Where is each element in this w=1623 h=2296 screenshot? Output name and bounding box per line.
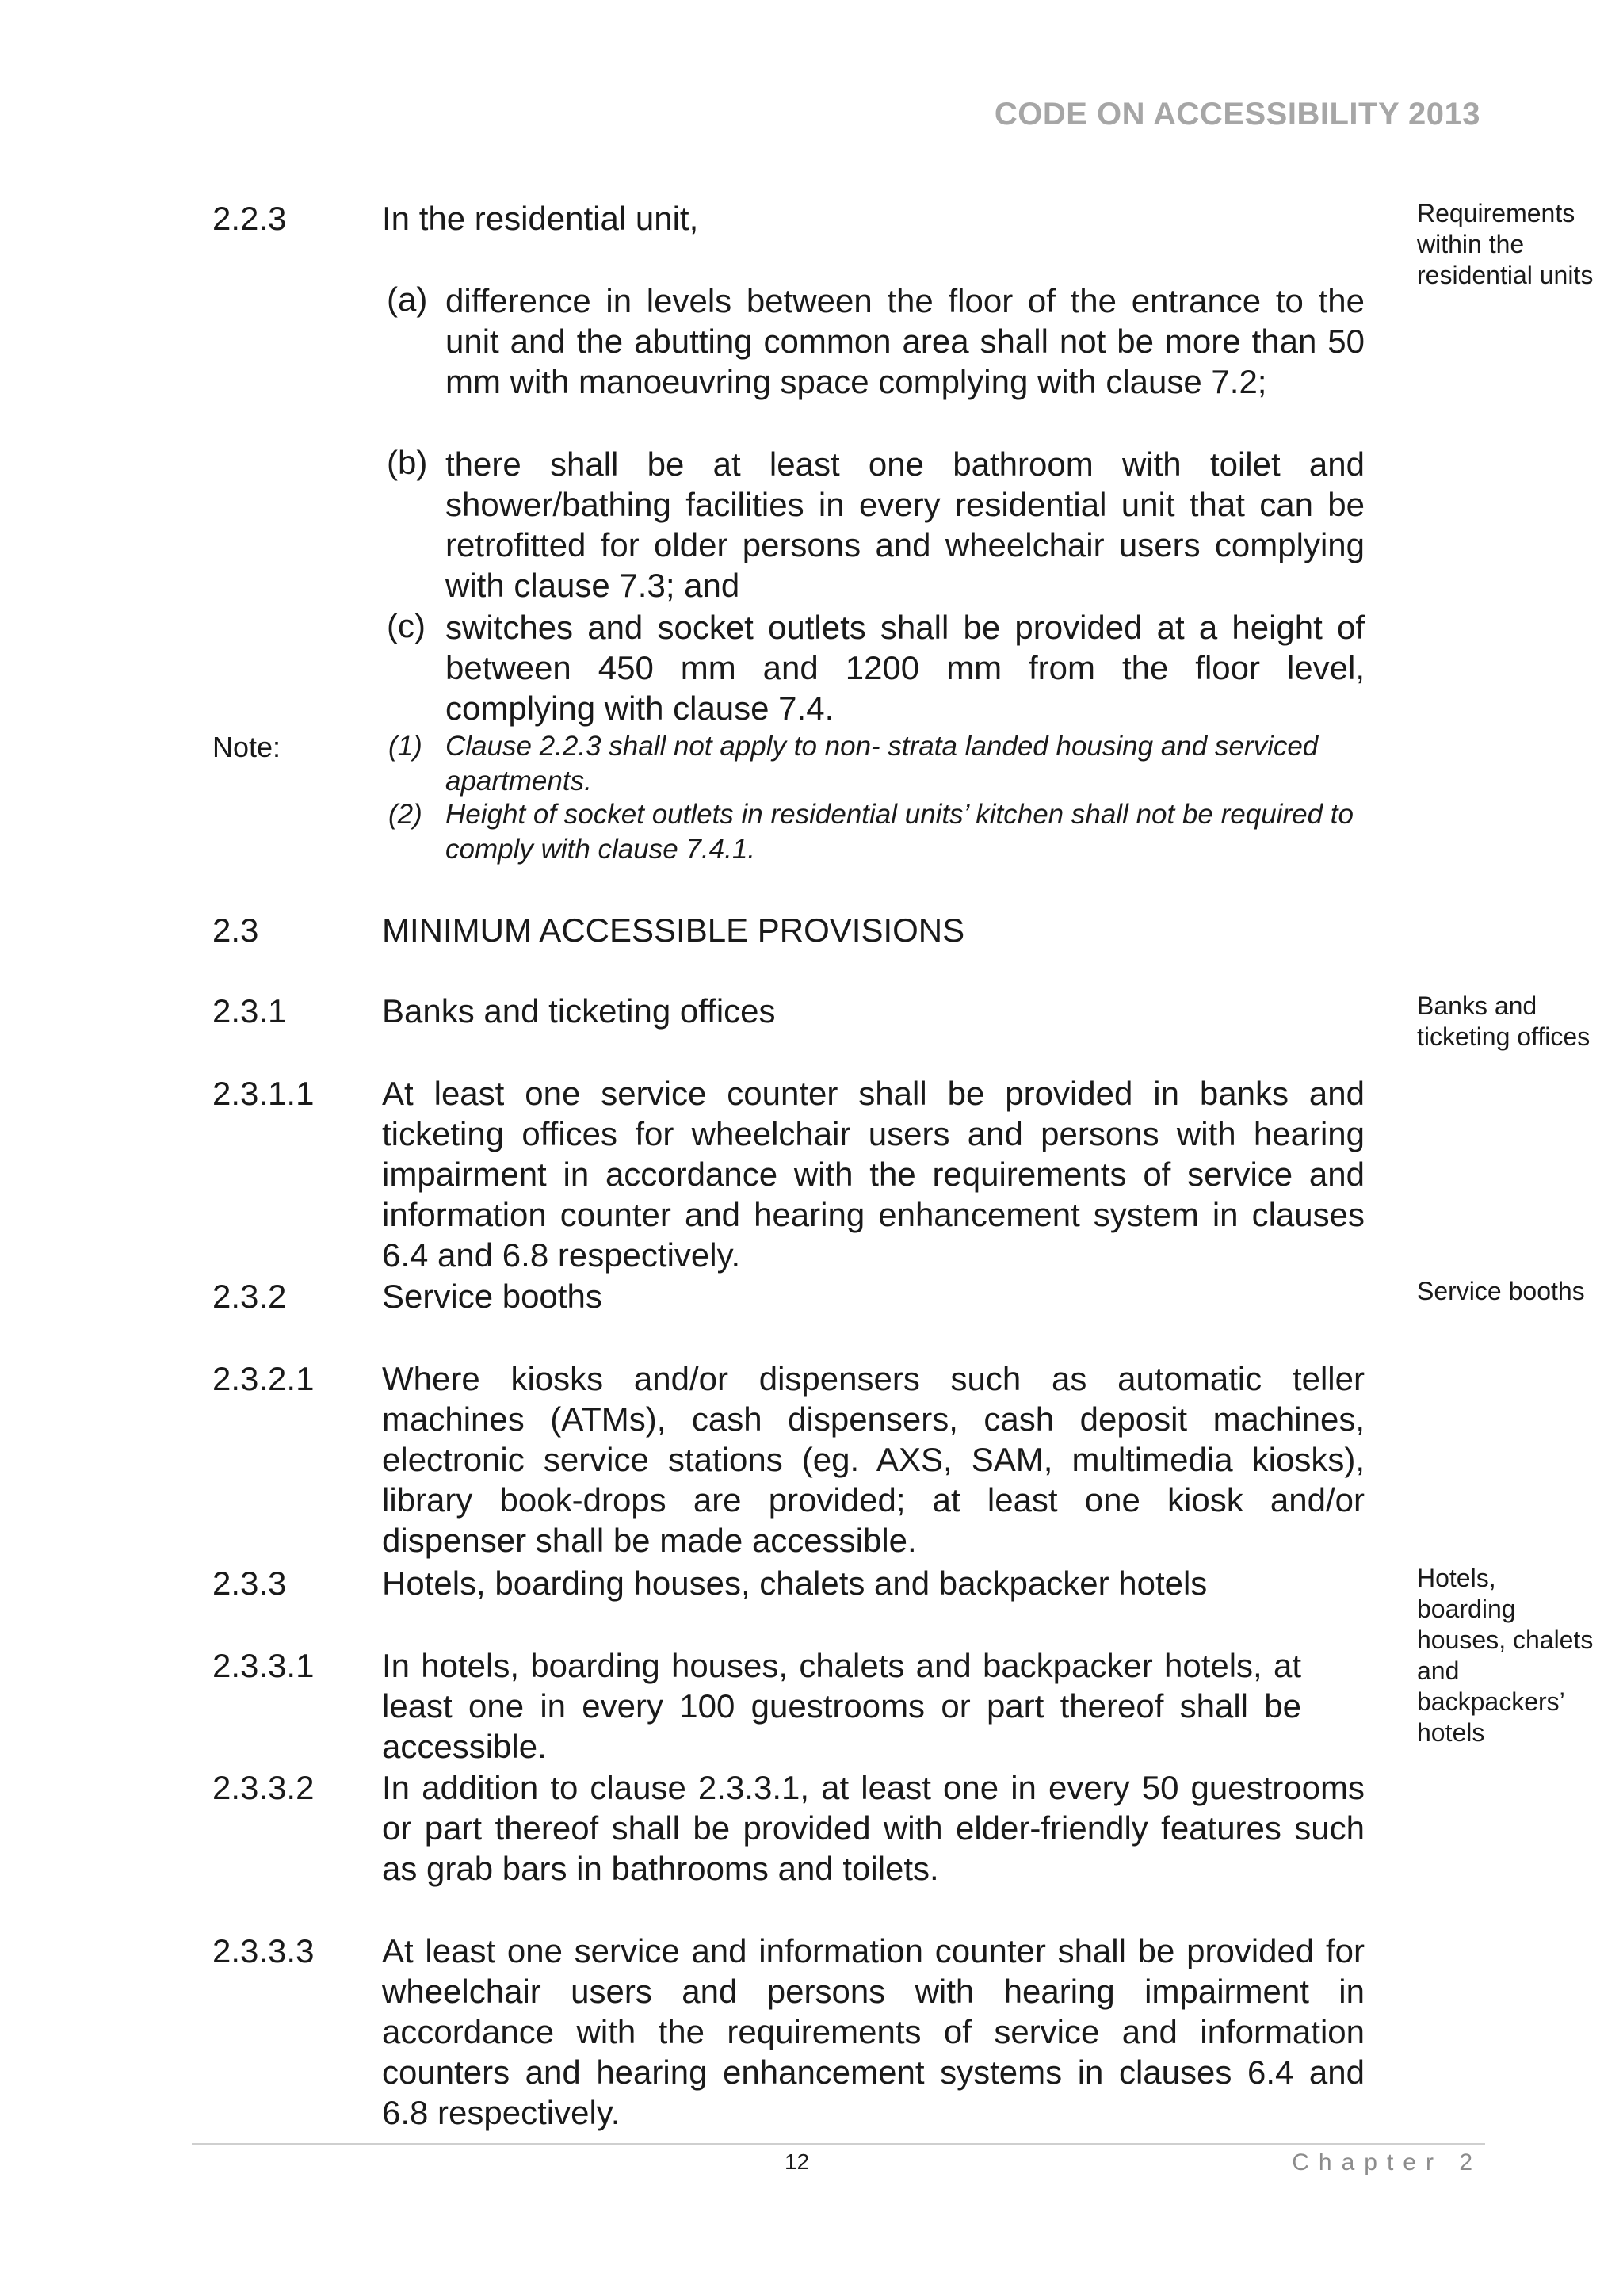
clause-number: 2.3.1 [212,992,287,1030]
clause-heading: Hotels, boarding houses, chalets and backpacker hotels [382,1564,1208,1602]
chapter-label: Chapter 2 [1292,2149,1482,2176]
list-item-text: difference in levels between the floor of the entrance to the unit and the abutting common area shall not be more than 50 mm with manoeuvring space complying with clause 7.2; [445,282,1365,400]
section-number: 2.3 [212,911,259,949]
list-item-text: switches and socket outlets shall be provided at a height of between 450 mm and 1200 mm from the floor level, complying with clause 7.4. [445,609,1365,727]
clause-text: At least one service counter shall be provided in banks and ticketing offices for wheelchair users and persons with hearing impairment in accordance with the requirements of service and information counter and hearing enhancement system in clauses 6.4 and 6.8 respectively. [382,1075,1365,1274]
margin-note-hotels: Hotels, boarding houses, chalets and backpackers’ hotels [1417,1564,1594,1747]
clause-text: In addition to clause 2.3.3.1, at least one in every 50 guestrooms or part thereof shall be provided with elder-friendly features such as grab bars in bathrooms and toilets. [382,1769,1365,1887]
margin-note-service-booths: Service booths [1417,1277,1585,1305]
list-item-letter: (c) [387,607,426,644]
document-header-title: CODE ON ACCESSIBILITY 2013 [994,97,1480,132]
clause-text: Where kiosks and/or dispensers such as automatic teller machines (ATMs), cash dispensers, cash deposit machines, electronic service stations (eg. AXS, SAM, multimedia kiosks), library book-drops are provided; at least one kiosk and/or dispenser shall be made accessible. [382,1360,1365,1559]
note-label: Note: [212,731,281,763]
note-item-text: Clause 2.2.3 shall not apply to non- strata landed housing and serviced apartments. [445,731,1319,797]
clause-number: 2.2.3 [212,200,287,237]
margin-note-residential: Requirements within the residential units [1417,199,1594,289]
note-item-number: (1) [388,731,422,762]
margin-note-banks: Banks and ticketing offices [1417,991,1591,1051]
clause-number: 2.3.3.2 [212,1769,315,1806]
clause-number: 2.3.3.3 [212,1932,315,1969]
clause-text: In hotels, boarding houses, chalets and backpacker hotels, at least one in every 100 guestrooms or part thereof shall be accessible. [382,1647,1301,1765]
clause-number: 2.3.2.1 [212,1360,315,1397]
page-number: 12 [785,2149,810,2174]
section-heading: MINIMUM ACCESSIBLE PROVISIONS [382,911,965,949]
list-item-letter: (a) [387,281,428,318]
list-item-letter: (b) [387,444,428,481]
footer-divider [192,2143,1485,2145]
note-item-number: (2) [388,799,422,830]
clause-number: 2.3.1.1 [212,1075,315,1112]
clause-number: 2.3.3 [212,1564,287,1602]
clause-heading: Banks and ticketing offices [382,992,776,1030]
clause-heading: Service booths [382,1278,602,1315]
note-item-text: Height of socket outlets in residential units’ kitchen shall not be required to comply with clause 7.4.1. [445,799,1354,865]
clause-text: At least one service and information counter shall be provided for wheelchair users and persons with hearing impairment in accordance with the requirements of service and information counters and hearing enhancement systems in clauses 6.4 and 6.8 respectively. [382,1932,1365,2131]
clause-intro: In the residential unit, [382,200,699,237]
clause-number: 2.3.3.1 [212,1647,315,1684]
clause-number: 2.3.2 [212,1278,287,1315]
list-item-text: there shall be at least one bathroom with toilet and shower/bathing facilities in every residential unit that can be retrofitted for older persons and wheelchair users complying with clause 7.3; and [445,445,1365,604]
